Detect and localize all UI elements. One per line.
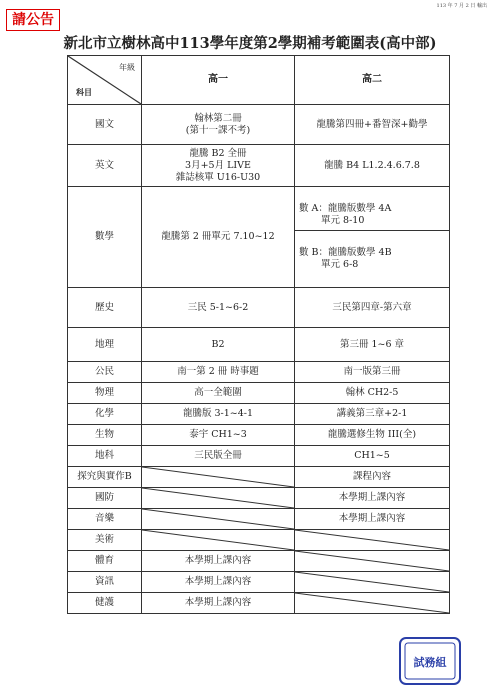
subject-cell: 數學 [68, 187, 142, 288]
cell-diagonal [142, 467, 294, 487]
table-row [68, 572, 450, 593]
grade2-cell: 本學期上課內容 [295, 509, 450, 530]
grade2-math-cell [295, 187, 450, 288]
table-row [68, 509, 450, 530]
grade1-cell: 泰宇 CH1~3 [142, 425, 295, 446]
subject-cell: 地理 [68, 328, 142, 362]
grade2-cell: 南一版第三冊 [295, 362, 450, 383]
table-row [68, 383, 450, 404]
subject-cell: 地科 [68, 446, 142, 467]
grade1-cell: 翰林第二冊 (第十一課不考) [142, 105, 295, 145]
table-row [68, 551, 450, 572]
subject-cell: 體育 [68, 551, 142, 572]
grade1-cell: 三民版全冊 [142, 446, 295, 467]
cell-diagonal [295, 551, 449, 571]
grade2-empty-cell [295, 530, 450, 551]
subject-cell: 物理 [68, 383, 142, 404]
exam-scope-table [67, 55, 450, 614]
cell-diagonal [142, 509, 294, 529]
subject-cell: 國防 [68, 488, 142, 509]
cell-diagonal [295, 530, 449, 550]
grade1-cell: 本學期上課內容 [142, 551, 295, 572]
table-row [68, 328, 450, 362]
subject-cell: 探究與實作B [68, 467, 142, 488]
math-a-block [295, 199, 449, 231]
col-header-grade1: 高一 [142, 56, 295, 105]
table-row [68, 362, 450, 383]
subject-cell: 音樂 [68, 509, 142, 530]
grade2-empty-cell [295, 551, 450, 572]
grade2-cell: 龍騰 B4 L1.2.4.6.7.8 [295, 145, 450, 187]
subject-cell: 生物 [68, 425, 142, 446]
table-row [68, 288, 450, 328]
math-b-block [295, 243, 449, 275]
grade1-cell: 三民 5-1~6-2 [142, 288, 295, 328]
table-row [68, 404, 450, 425]
grade1-cell: 龍騰第 2 冊單元 7.10~12 [142, 187, 295, 288]
table-row [68, 105, 450, 145]
grade2-cell: 龍騰選修生物 III(全) [295, 425, 450, 446]
cell-diagonal [142, 488, 294, 508]
math-b-line2: 單元 6-8 [321, 259, 359, 270]
grade1-empty-cell [142, 530, 295, 551]
grade1-cell: 本學期上課內容 [142, 572, 295, 593]
table-row [68, 145, 450, 187]
subject-cell: 英文 [68, 145, 142, 187]
grade2-empty-cell [295, 593, 450, 614]
cell-diagonal [142, 530, 294, 550]
grade1-empty-cell [142, 488, 295, 509]
subject-cell: 歷史 [68, 288, 142, 328]
subject-cell: 國文 [68, 105, 142, 145]
math-a-line1: 數 A：龍騰版數學 4A [299, 202, 392, 214]
grade1-empty-cell [142, 509, 295, 530]
grade1-cell: 龍騰 B2 全冊 3月+5月 LIVE 雜誌核單 U16-U30 [142, 145, 295, 187]
grade1-cell: 本學期上課內容 [142, 593, 295, 614]
grade2-cell: 講義第三章+2-1 [295, 404, 450, 425]
math-a-line2: 單元 8-10 [321, 214, 365, 226]
grade1-empty-cell [142, 467, 295, 488]
corner-subject-label: 科目 [76, 87, 92, 97]
grade2-cell: 翰林 CH2-5 [295, 383, 450, 404]
grade1-cell: 高一全範圍 [142, 383, 295, 404]
notice-label: 請公告 [6, 9, 60, 31]
subject-cell: 資訊 [68, 572, 142, 593]
grade2-cell: 課程內容 [295, 467, 450, 488]
col-header-grade2: 高二 [295, 56, 450, 105]
subject-cell: 美術 [68, 530, 142, 551]
grade2-empty-cell [295, 572, 450, 593]
table-row [68, 488, 450, 509]
subject-cell: 公民 [68, 362, 142, 383]
corner-cell [68, 56, 142, 105]
subject-cell: 化學 [68, 404, 142, 425]
corner-grade-label: 年級 [119, 63, 135, 72]
cell-diagonal [295, 593, 449, 613]
office-seal [398, 636, 462, 686]
grade1-cell: 南一第 2 冊 時事題 [142, 362, 295, 383]
subject-cell: 健護 [68, 593, 142, 614]
grade2-cell: 三民第四章-第六章 [295, 288, 450, 328]
grade1-cell: B2 [142, 328, 295, 362]
grade2-cell: 龍騰第四冊+番智深+勸學 [295, 105, 450, 145]
table-row [68, 530, 450, 551]
cell-diagonal [295, 572, 449, 592]
page-title: 新北市立樹林高中113學年度第2學期補考範圍表(高中部) [63, 35, 437, 52]
table-row [68, 446, 450, 467]
print-date-note: 113 年 7 月 2 日 輸出 [436, 3, 487, 9]
grade2-cell: 本學期上課內容 [295, 488, 450, 509]
math-b-line1: 數 B：龍騰版數學 4B [299, 247, 392, 258]
grade1-cell: 龍騰版 3-1~4-1 [142, 404, 295, 425]
grade2-cell: 第三冊 1~6 章 [295, 328, 450, 362]
table-row [68, 425, 450, 446]
grade2-cell: CH1~5 [295, 446, 450, 467]
table-header-row [68, 56, 450, 105]
table-row [68, 467, 450, 488]
table-row [68, 187, 450, 288]
table-row [68, 593, 450, 614]
seal-main-text: 試務組 [413, 656, 447, 669]
